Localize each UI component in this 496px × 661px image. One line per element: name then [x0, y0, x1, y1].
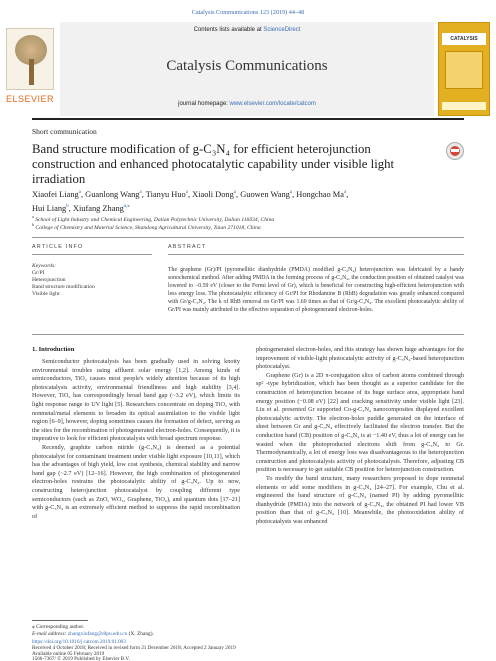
footnote-mark: ⁎ [32, 624, 35, 630]
publisher-name: ELSEVIER [5, 94, 55, 104]
author-list: Xiaofei Liang$^a$, Guanlong Wang$^a$, Tianyu Huo$^a$, Xiaoli Dong$^a$, Guowen Wang$^a$, Hongchao Ma$^a$, Hui Liang$^b$, Xiufang Zhang$^{a,⁎}$ [32, 189, 349, 213]
keyword[interactable]: Band structure modification [32, 284, 95, 290]
email-note [32, 631, 154, 637]
author-affil-mark[interactable]: a,⁎ [123, 203, 130, 209]
affiliation-divider [32, 237, 464, 238]
contents-prefix: Contents lists available at [193, 27, 264, 33]
cover-title: CATALYSIS [442, 33, 486, 45]
author-affil-mark[interactable]: b [66, 203, 69, 209]
article-info-divider [32, 254, 152, 255]
author[interactable]: Guanlong Wang [85, 189, 140, 199]
crossmark-bar [451, 149, 459, 152]
body-paragraph: Graphene (Gr) is a 2D π-conjugation slice of carbon atoms combined through sp² -type hybridization, which has been thought as a superior candidate for the construction of heterojunction because of its huge surface area, appropriate band energy position (−0.08 eV) [22] and cracking sensitivity under visible light [23]. Liu et al. presented Gr supported Co-g-C₃N₄ nanocomposites displayed excellent photocatalytic activity. The electron-holes puddle generated on the interface of sheet between Gr and g-C₃N₄ effectively facilitated the electron transfer. But the conduction band (CB) position of g-C₃N₄ is at −1.40 eV, thus a lot of energy can be wasted when the photoproducted electrons shift from g-C₃N₄ to Gr. Thermodynamically, a lot of energy loss was disadvantageous to the heterojunction construction and photocatalysis activity of photocatalysts. Therefore, adjusting CB position is necessary to get suitable CB position for heterojunction construction. [256, 371, 464, 474]
body-paragraph: Recently, graphite carbon nitride (g-C₃N₄) is deemed as a potential photocatalyst for contaminant treatment under visible light exposure [10,11], which has the advantages of high yield, low cost synthesis, chemical stability and narrow band gap (~2.7 eV) [12–16]. However, the high combination of photogenerated electron-holes restrains the photocatalytic ability of g-C₃N₄. Up to now, constructing heterojunction photocatalyst by coupling different type semiconductors (such as ZnO, WO₃, Graphene, TiO₂), and quantum dots [17–21] with g-C₃N₄ is an extremely efficient method to suppress the rapid recombination of [32, 443, 240, 520]
keywords-label: Keywords: [32, 263, 57, 269]
abstract-divider [168, 254, 464, 255]
article-title: Band structure modification of g-C₃N₄ for efficient heterojunction construction and enhanced photocatalytic capability under visible light irradiation [32, 142, 395, 186]
homepage-line [60, 101, 434, 107]
author-affil-mark[interactable]: a [185, 190, 188, 195]
copyright-line: 1566-7367/ © 2019 Published by Elsevier B.V. [32, 656, 130, 661]
doi-link[interactable]: https://doi.org/10.1016/j.catcom.2019.01.003 [32, 639, 126, 645]
elsevier-logo[interactable] [0, 22, 60, 116]
header-divider [32, 118, 464, 120]
cover-footer [442, 102, 486, 110]
email-suffix: (X. Zhang). [128, 631, 154, 637]
author-affil-mark[interactable]: a [289, 190, 293, 195]
author-affil-mark[interactable]: a [343, 190, 347, 195]
affiliation-mark: b [32, 222, 34, 227]
keyword[interactable]: Heterojunction [32, 277, 66, 283]
available-online: Available online 05 February 2019 [32, 651, 105, 657]
tree-trunk [29, 59, 34, 85]
body-column-left [32, 358, 240, 521]
homepage-prefix: journal homepage: [178, 101, 230, 107]
homepage-link[interactable]: www.elsevier.com/locate/catcom [229, 101, 316, 107]
author[interactable]: Xiaoli Dong [192, 189, 234, 199]
author-affil-mark[interactable]: a [233, 190, 237, 195]
keyword[interactable]: Gr/PI [32, 270, 45, 276]
footnote-label: Corresponding author. [36, 624, 85, 630]
author[interactable]: Tianyu Huo [145, 189, 186, 199]
section-heading-introduction: 1. Introduction [32, 346, 75, 353]
journal-cover-thumbnail[interactable] [438, 22, 490, 116]
body-paragraph: photogenerated electron-holes, and this strategy has shown huge advantages for the improvement of visible-light photocatalytic activity of g-C₃N₄-based heterojunction photocatalyst. [256, 346, 464, 371]
crossmark-icon[interactable] [446, 142, 464, 160]
affiliation-b [32, 222, 462, 231]
author[interactable]: Xiufang Zhang [72, 203, 124, 213]
corresponding-author-note [32, 624, 84, 630]
author-affil-mark[interactable]: a [78, 190, 81, 195]
keyword[interactable]: Visible light [32, 291, 60, 297]
cover-image [445, 51, 483, 89]
email-link[interactable]: zhangxiufang@dlpu.edu.cn [67, 631, 128, 637]
abstract-bottom-divider [32, 334, 464, 335]
article-info-heading: ARTICLE INFO [32, 244, 84, 250]
journal-reference[interactable]: Catalysis Communications 123 (2019) 44–48 [191, 9, 305, 16]
affiliation-text: College of Chemistry and Material Science, Shandong Agricultural University, Taian 271018, China [35, 224, 261, 231]
footnote-divider [32, 620, 88, 621]
author[interactable]: Xiaofei Liang [32, 189, 79, 199]
article-type: Short communication [32, 127, 97, 136]
contents-line [60, 27, 434, 33]
body-paragraph: To modify the band structure, many researchers proposed to dope nonmetal elements or add some modifiers in g-C₃N₄ [24–27]. For example, Chu et al. engineered the band structure of g-C₃N₄ (named PI) by adding pyromellitic dianhydride (PMDA) into the network of g-C₃N₄, the obtained PI had lower VB position than that of g-C₃N₄ [10]. Meanwhile, the photooxidation ability of photocatalysts was enhanced [256, 474, 464, 525]
body-column-right [256, 346, 464, 526]
body-paragraph: Semiconductor photocatalysis has been gradually used in solving knotty environmental troubles using affluent solar energy [1,2]. Among kinds of semiconductors, TiO₂ causes most people's widely attention because of its high photocatalysis activity, environmental friendliness and high stability [3,4]. However, TiO₂ has correspondingly broad band gap (~3.2 eV), which limits its light response range to UV light [5]. Researchers concentrate on doping TiO₂ with nonmetal/metal elements to broaden its optical assimilation to the visible light region [6–9], however, doping sometimes causes the formation of defect, serving as the sites for the recombination of photogenerated electron-holes. Consequently, it is imperative to look for efficient photocatalysts with broad spectrum response. [32, 358, 240, 443]
received-dates: Received 4 October 2018; Received in revised form 21 December 2018; Accepted 2 January 2019 [32, 645, 236, 651]
author[interactable]: Guowen Wang [240, 189, 290, 199]
affiliation-text: School of Light Industry and Chemical Engineering, Dalian Polytechnic University, Dalian 116034, China [35, 216, 275, 223]
journal-title: Catalysis Communications [166, 58, 328, 74]
elsevier-tree-icon [6, 28, 54, 90]
author-affil-mark[interactable]: a [139, 190, 142, 195]
author[interactable]: Hui Liang [32, 203, 67, 213]
abstract-heading: ABSTRACT [168, 244, 207, 250]
abstract-text: The graphene (Gr)/PI (pyromellitic dianhydride (PMDA) modified g-C₃N₄) heterojunction was fabricated by a handy sonochemical method. After adding PMDA in the forming process of g-C₃N₄, the conduction position of obtained catalyst was lowered to −0.59 eV (closer to the Fermi level of Gr), which is beneficial for constructing high-efficient heterojunction with less energy loss. The photocatalytic efficiency of Gr/PI for Rhodamine B (RhB) degradation was greatly enhanced compared with Gr/g-C₃N₄. The k of RhB removal on Gr/PI was 1.60 times as that of Gr/g-C₃N₄. The excellent photocatalytic ability of Gr/PI was mainly attributed to the effective separation of photogenerated electron-holes. [168, 267, 464, 313]
email-label: E-mail address: [32, 631, 67, 637]
affiliation-mark: a [32, 214, 34, 219]
sciencedirect-link[interactable]: ScienceDirect [263, 27, 301, 33]
author[interactable]: Hongchao Ma [296, 189, 344, 199]
